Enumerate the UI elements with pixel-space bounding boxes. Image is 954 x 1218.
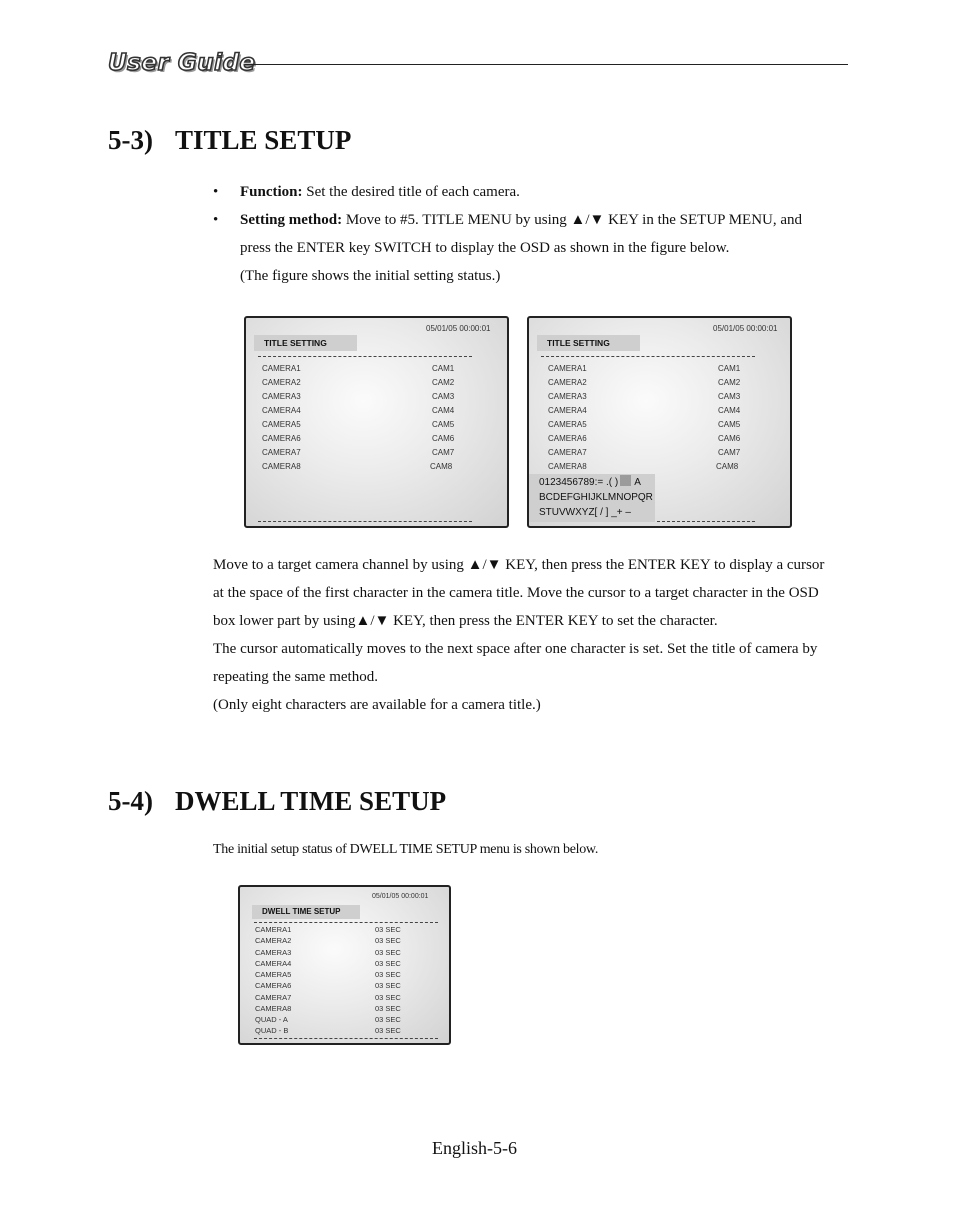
bullet-function xyxy=(213,178,853,206)
osd-datetime: 05/01/05 00:00:01 xyxy=(426,324,491,333)
osd-character-palette xyxy=(529,474,655,522)
osd-camera-label: CAMERA7 xyxy=(262,448,301,457)
osd-divider xyxy=(258,356,472,357)
osd-camera-label: CAMERA6 xyxy=(262,434,301,443)
paragraph-line: (Only eight characters are available for a camera title.) xyxy=(213,697,541,713)
osd-dwell-value: 03 SEC xyxy=(375,959,401,968)
bullet-text: Move to #5. TITLE MENU by using ▲/▼ KEY in the SETUP MENU, and xyxy=(345,212,803,228)
section-heading-title-setup xyxy=(108,125,351,156)
char-line-3: STUVWXYZ[ / ] _+ – xyxy=(539,507,631,518)
osd-camera-label: CAMERA2 xyxy=(548,378,587,387)
osd-camera-label: CAMERA4 xyxy=(548,406,587,415)
page-number: English-5-6 xyxy=(432,1138,517,1158)
osd-camera-name: CAM7 xyxy=(718,448,741,457)
osd-channel-label: CAMERA1 xyxy=(255,925,292,934)
osd-camera-label: CAMERA8 xyxy=(548,462,587,471)
osd-camera-name: CAM8 xyxy=(716,462,739,471)
osd-channel-label: CAMERA4 xyxy=(255,959,292,968)
osd-camera-label: CAMERA1 xyxy=(548,364,587,373)
osd-camera-name: CAM7 xyxy=(432,448,455,457)
osd-dwell-value: 03 SEC xyxy=(375,1004,401,1013)
osd-channel-label: CAMERA7 xyxy=(255,993,292,1002)
osd-dwell-value: 03 SEC xyxy=(375,936,401,945)
osd-camera-label: CAMERA4 xyxy=(262,406,301,415)
char-line-1 xyxy=(539,475,655,490)
osd-channel-label: CAMERA2 xyxy=(255,936,292,945)
osd-channel-label: CAMERA3 xyxy=(255,948,292,957)
osd-camera-name: CAM2 xyxy=(432,378,455,387)
osd-camera-name: CAM2 xyxy=(718,378,741,387)
osd-dwell-value: 03 SEC xyxy=(375,1015,401,1024)
osd-camera-label: CAMERA1 xyxy=(262,364,301,373)
bullet-icon: • xyxy=(213,184,219,200)
osd-channel-label: QUAD - B xyxy=(255,1026,289,1035)
osd-divider xyxy=(258,521,472,522)
bullet-label: Setting method: xyxy=(240,212,343,228)
osd-channel-label: CAMERA8 xyxy=(255,1004,292,1013)
osd-camera-name: CAM6 xyxy=(718,434,741,443)
osd-camera-label: CAMERA3 xyxy=(548,392,587,401)
osd-channel-label: QUAD - A xyxy=(255,1015,288,1024)
instructions-paragraph xyxy=(213,551,853,719)
osd-divider xyxy=(657,521,755,522)
bullet-icon: • xyxy=(213,212,219,228)
paragraph-line: box lower part by using▲/▼ KEY, then press the ENTER KEY to set the character. xyxy=(213,613,718,629)
osd-dwell-value: 03 SEC xyxy=(375,925,401,934)
bullet-label: Function: xyxy=(240,184,303,200)
osd-camera-name: CAM1 xyxy=(718,364,741,373)
osd-dwell-value: 03 SEC xyxy=(375,970,401,979)
section-number: 5-4) xyxy=(108,786,153,816)
osd-camera-name: CAM8 xyxy=(430,462,453,471)
osd-channel-label: CAMERA6 xyxy=(255,981,292,990)
bullet-list xyxy=(213,178,853,290)
osd-divider xyxy=(541,356,755,357)
cursor-block xyxy=(620,475,631,486)
char-line-2: BCDEFGHIJKLMNOPQR xyxy=(539,492,653,503)
osd-camera-label: CAMERA7 xyxy=(548,448,587,457)
char-line-a: A xyxy=(634,477,641,488)
osd-dwell-value: 03 SEC xyxy=(375,981,401,990)
osd-datetime: 05/01/05 00:00:01 xyxy=(713,324,778,333)
paragraph-line: at the space of the first character in the camera title. Move the cursor to a target character in the OSD xyxy=(213,585,819,601)
section-heading-dwell-time xyxy=(108,786,446,817)
osd-camera-name: CAM1 xyxy=(432,364,455,373)
osd-title-setting-edit xyxy=(527,316,792,528)
header-rule xyxy=(245,64,848,65)
osd-camera-name: CAM4 xyxy=(718,406,741,415)
osd-camera-name: CAM6 xyxy=(432,434,455,443)
bullet-note: (The figure shows the initial setting status.) xyxy=(240,268,501,284)
osd-title-bar: TITLE SETTING xyxy=(254,335,357,351)
bullet-text: Set the desired title of each camera. xyxy=(306,184,520,200)
osd-camera-label: CAMERA6 xyxy=(548,434,587,443)
osd-datetime: 05/01/05 00:00:01 xyxy=(372,893,429,900)
osd-camera-label: CAMERA3 xyxy=(262,392,301,401)
paragraph-line: Move to a target camera channel by using ▲/▼ KEY, then press the ENTER KEY to display a cursor xyxy=(213,557,825,573)
osd-camera-label: CAMERA2 xyxy=(262,378,301,387)
section-number: 5-3) xyxy=(108,125,153,155)
section-title: TITLE SETUP xyxy=(175,125,352,155)
bullet-setting-method xyxy=(213,206,853,234)
osd-dwell-value: 03 SEC xyxy=(375,1026,401,1035)
char-line-digits: 0123456789:= .( ) xyxy=(539,477,619,488)
osd-camera-label: CAMERA8 xyxy=(262,462,301,471)
osd-title-bar: TITLE SETTING xyxy=(537,335,640,351)
osd-camera-label: CAMERA5 xyxy=(262,420,301,429)
paragraph-line: repeating the same method. xyxy=(213,669,378,685)
osd-camera-name: CAM3 xyxy=(718,392,741,401)
osd-dwell-value: 03 SEC xyxy=(375,993,401,1002)
osd-dwell-time-setup xyxy=(238,885,451,1045)
paragraph-line: The cursor automatically moves to the next space after one character is set. Set the title of camera by xyxy=(213,641,818,657)
osd-camera-name: CAM5 xyxy=(718,420,741,429)
osd-camera-label: CAMERA5 xyxy=(548,420,587,429)
dwell-intro: The initial setup status of DWELL TIME SETUP menu is shown below. xyxy=(213,842,599,857)
osd-camera-name: CAM3 xyxy=(432,392,455,401)
section-title: DWELL TIME SETUP xyxy=(175,786,447,816)
osd-title-bar: DWELL TIME SETUP xyxy=(252,905,360,919)
user-guide-logo: User Guide xyxy=(108,50,256,76)
osd-camera-name: CAM5 xyxy=(432,420,455,429)
osd-divider xyxy=(254,922,438,923)
osd-channel-label: CAMERA5 xyxy=(255,970,292,979)
osd-dwell-value: 03 SEC xyxy=(375,948,401,957)
bullet-continuation: press the ENTER key SWITCH to display the OSD as shown in the figure below. xyxy=(240,240,730,256)
osd-title-setting-initial xyxy=(244,316,509,528)
osd-divider xyxy=(254,1038,438,1039)
osd-camera-name: CAM4 xyxy=(432,406,455,415)
